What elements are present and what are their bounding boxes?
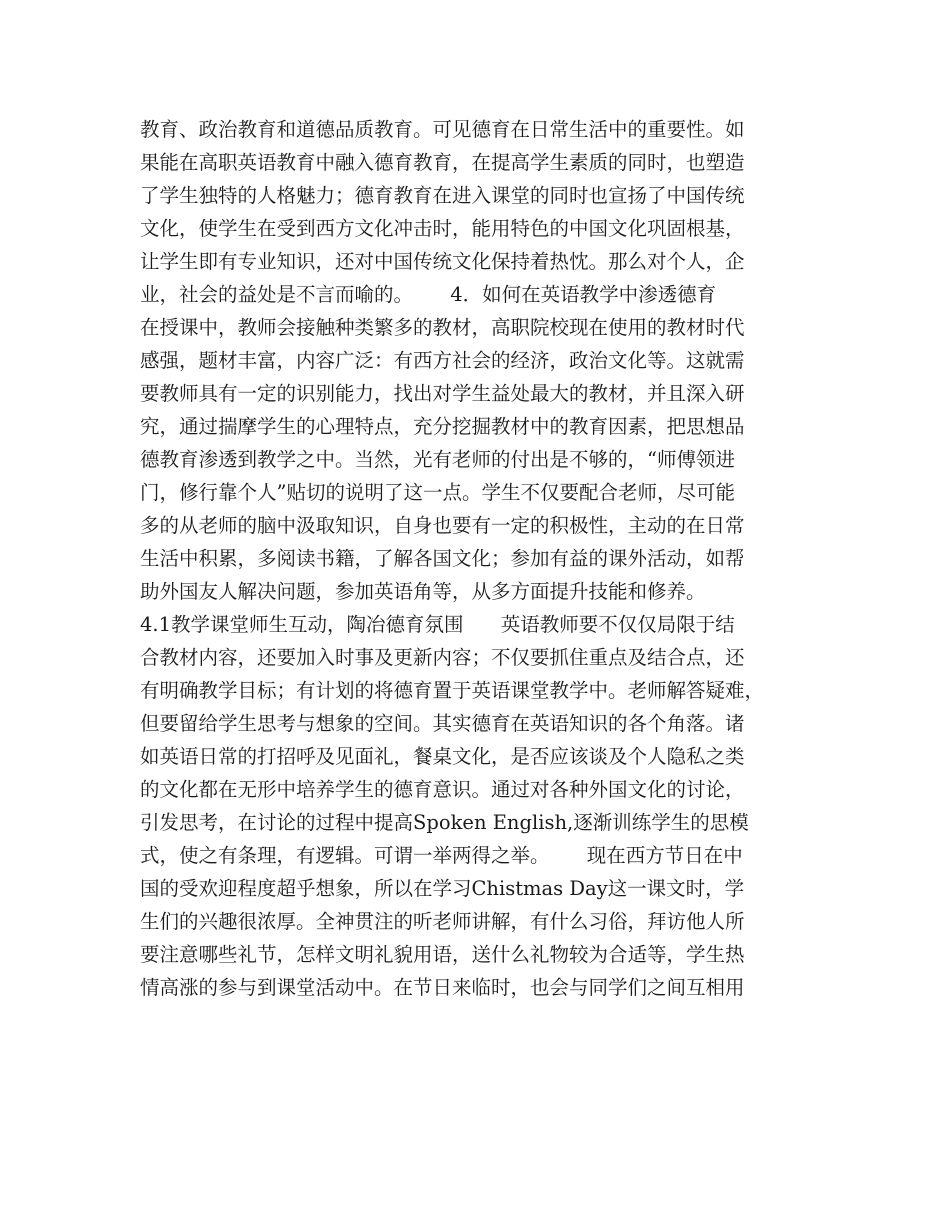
- text-line: 助外国友人解决问题，参加英语角等，从多方面提升技能和修养。: [140, 580, 706, 603]
- text-line: 的文化都在无形中培养学生的德育意识。通过对各种外国文化的讨论，: [140, 778, 745, 801]
- text-line: 究，通过揣摩学生的心理特点，充分挖掘教材中的教育因素，把思想品: [140, 415, 745, 438]
- text-line: 果能在高职英语教育中融入德育教育，在提高学生素质的同时，也塑造: [140, 151, 745, 174]
- body-text: [140, 113, 830, 1004]
- text-line: 生活中积累，多阅读书籍，了解各国文化；参加有益的课外活动，如帮: [140, 547, 745, 570]
- text-line: 4.1教学课堂师生互动，陶冶德育氛围 英语教师要不仅仅局限于结: [140, 613, 735, 636]
- text-line: 教育、政治教育和道德品质教育。可见德育在日常生活中的重要性。如: [140, 118, 745, 141]
- text-line: 德教育渗透到教学之中。当然，光有老师的付出是不够的，“师傅领进: [140, 448, 735, 471]
- text-line: 让学生即有专业知识，还对中国传统文化保持着热忱。那么对个人，企: [140, 250, 745, 273]
- text-line: 情高涨的参与到课堂活动中。在节日来临时，也会与同学们之间互相用: [140, 976, 745, 999]
- text-line: 合教材内容，还要加入时事及更新内容；不仅要抓住重点及结合点，还: [140, 646, 745, 669]
- text-line: 感强，题材丰富，内容广泛：有西方社会的经济，政治文化等。这就需: [140, 349, 745, 372]
- text-line: 如英语日常的打招呼及见面礼，餐桌文化，是否应该谈及个人隐私之类: [140, 745, 745, 768]
- text-line: 多的从老师的脑中汲取知识，自身也要有一定的积极性，主动的在日常: [140, 514, 745, 537]
- text-line: 式，使之有条理，有逻辑。可谓一举两得之举。 现在西方节日在中: [140, 844, 743, 867]
- text-line: 但要留给学生思考与想象的空间。其实德育在英语知识的各个角落。诸: [140, 712, 745, 735]
- text-line: 要注意哪些礼节，怎样文明礼貌用语，送什么礼物较为合适等，学生热: [140, 943, 745, 966]
- text-line: 门，修行靠个人”贴切的说明了这一点。学生不仅要配合老师，尽可能: [140, 481, 735, 504]
- text-line: 生们的兴趣很浓厚。全神贯注的听老师讲解，有什么习俗，拜访他人所: [140, 910, 745, 933]
- text-line: 业，社会的益处是不言而喻的。 4．如何在英语教学中渗透德育: [140, 283, 717, 306]
- text-line: 引发思考，在讨论的过程中提高Spoken English,逐渐训练学生的思模: [140, 811, 749, 834]
- text-line: 国的受欢迎程度超乎想象，所以在学习Chistmas Day这一课文时，学: [140, 877, 745, 900]
- text-line: 有明确教学目标；有计划的将德育置于英语课堂教学中。老师解答疑难，: [140, 679, 765, 702]
- text-line: 了学生独特的人格魅力；德育教育在进入课堂的同时也宣扬了中国传统: [140, 184, 745, 207]
- text-line: 要教师具有一定的识别能力，找出对学生益处最大的教材，并且深入研: [140, 382, 745, 405]
- text-line: 在授课中，教师会接触种类繁多的教材，高职院校现在使用的教材时代: [140, 316, 745, 339]
- text-line: 文化，使学生在受到西方文化冲击时，能用特色的中国文化巩固根基，: [140, 217, 745, 240]
